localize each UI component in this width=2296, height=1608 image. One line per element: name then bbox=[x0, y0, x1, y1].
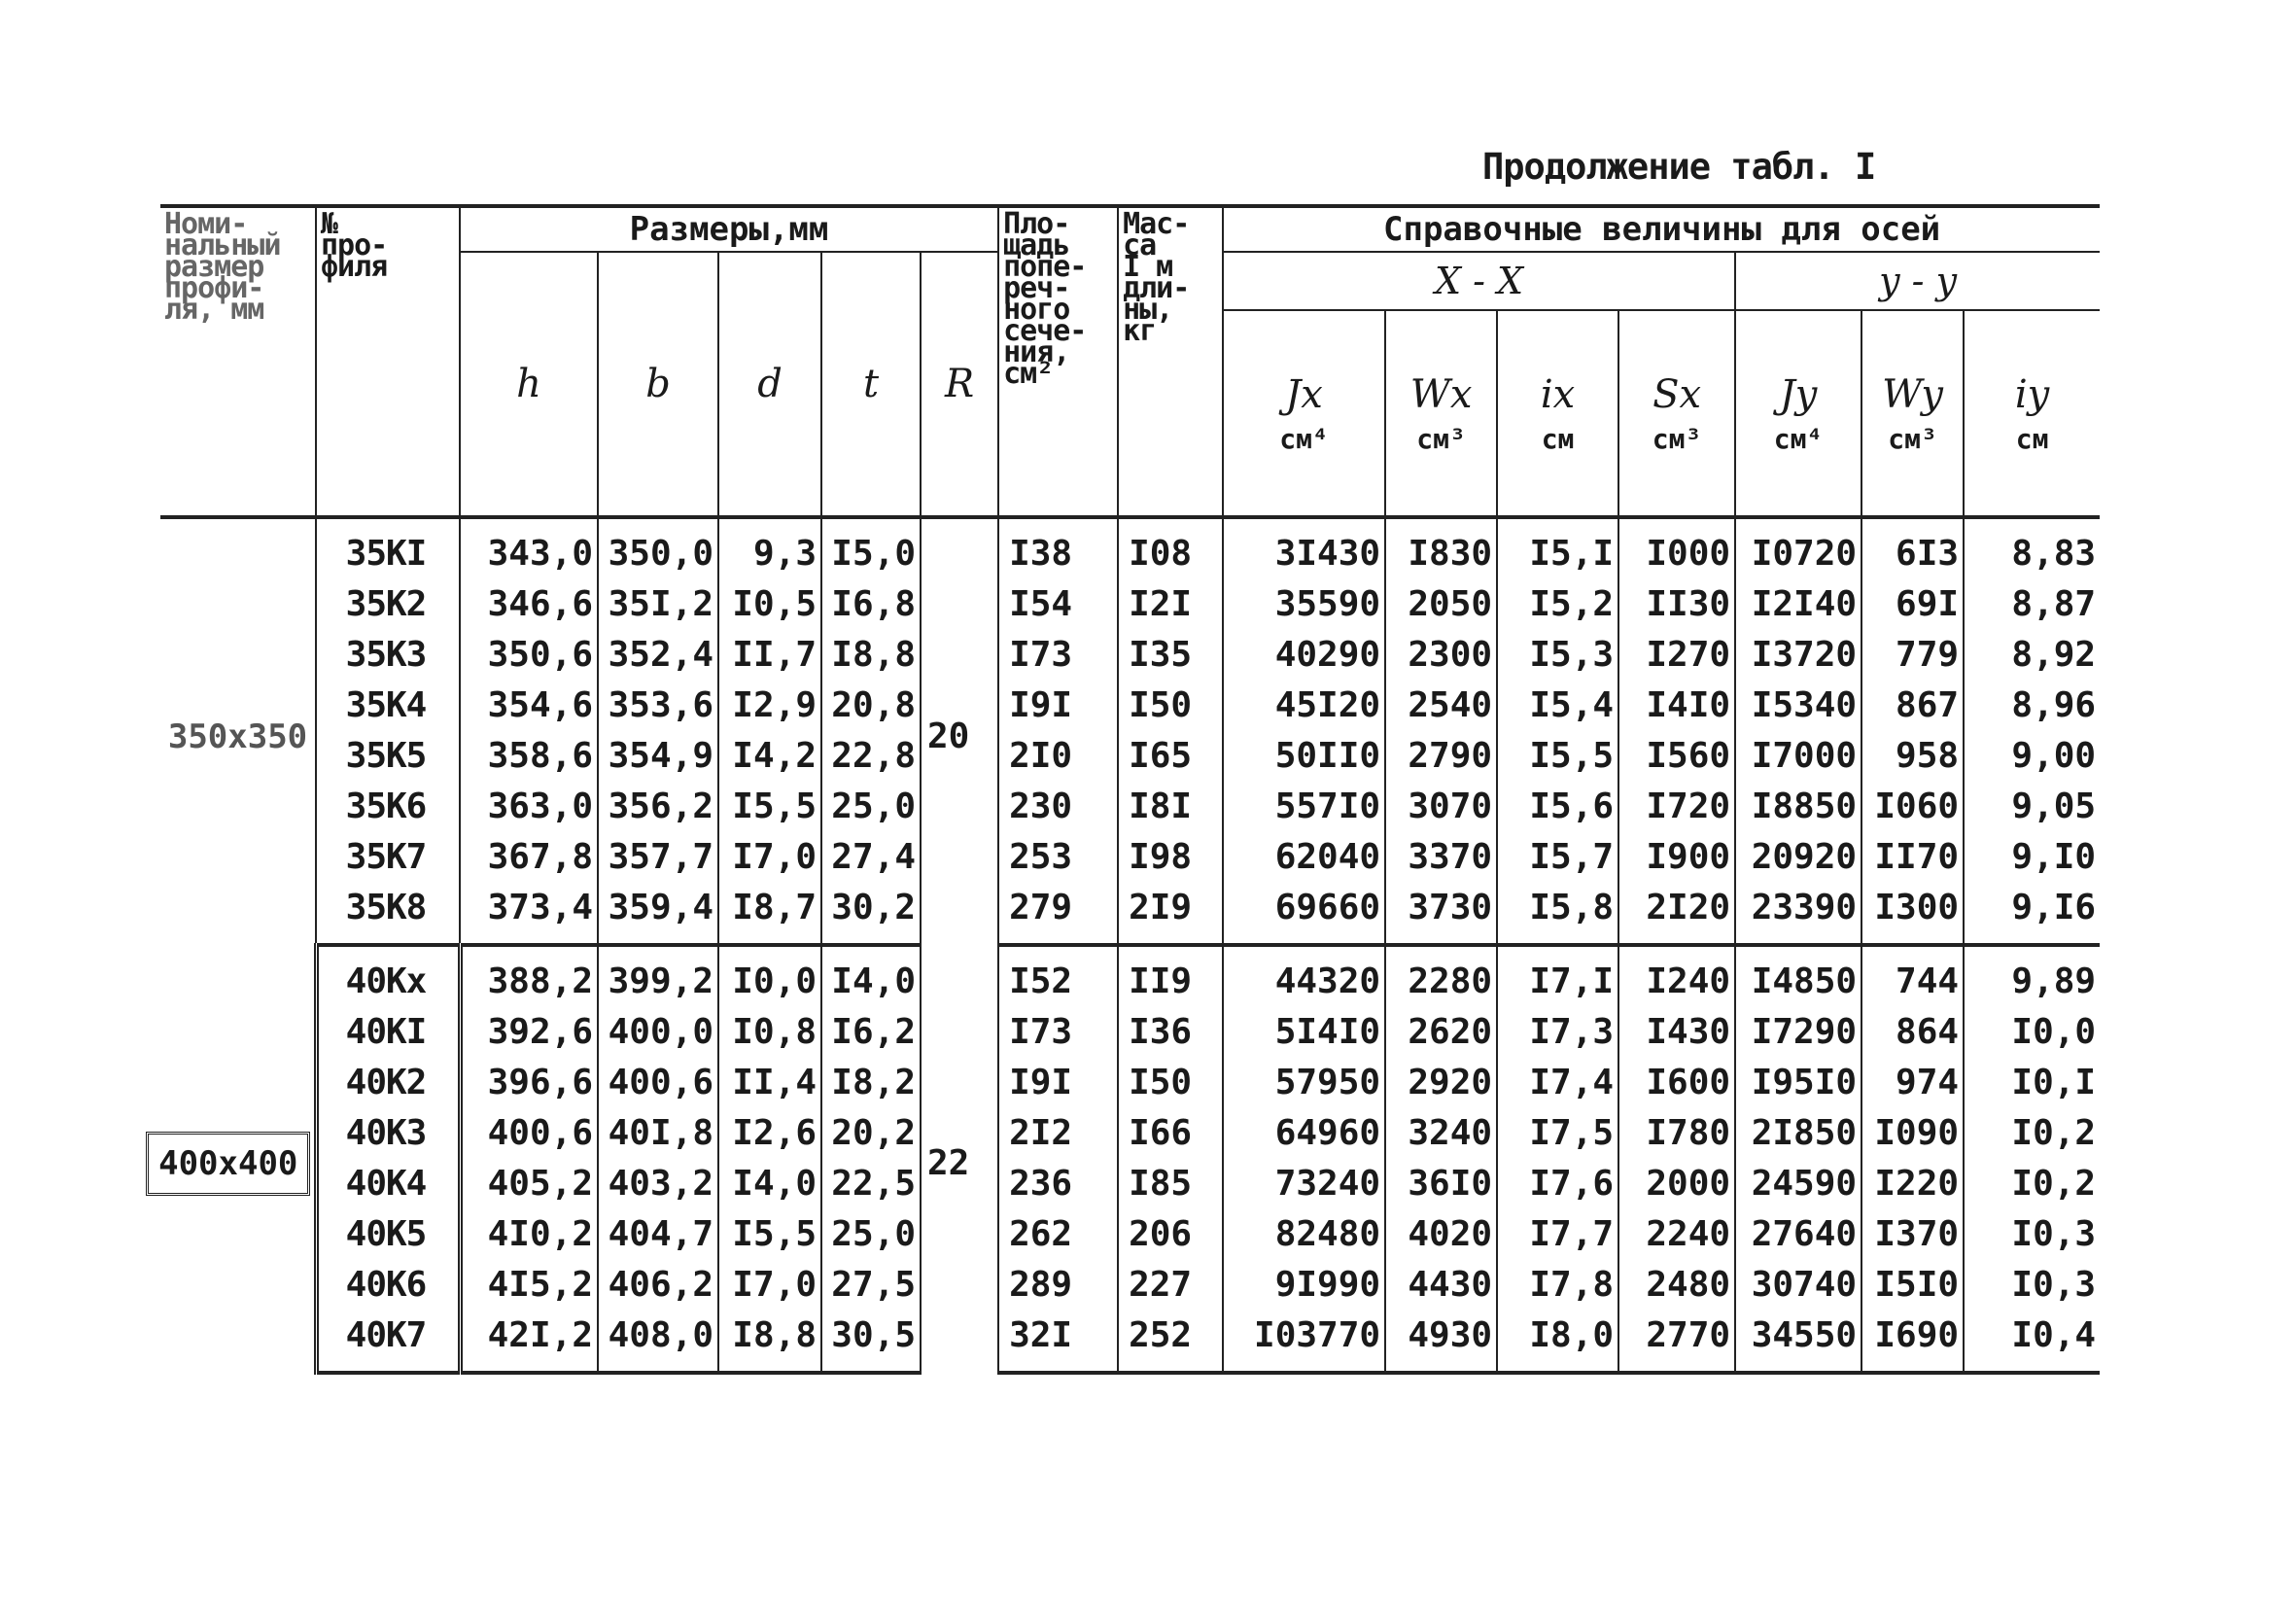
area-cell: 2I2 bbox=[998, 1108, 1118, 1159]
table-row bbox=[160, 782, 2100, 832]
jx-cell: 69660 bbox=[1223, 883, 1385, 945]
dim-b-cell: 400,6 bbox=[598, 1058, 718, 1108]
jy-cell: I7000 bbox=[1735, 731, 1861, 782]
iy-cell: 9,05 bbox=[1964, 782, 2100, 832]
jx-cell: I03770 bbox=[1223, 1311, 1385, 1373]
dim-r-cell bbox=[921, 517, 998, 945]
header-wx: Wx см³ bbox=[1385, 310, 1497, 517]
header-reference-values: Справочные величины для осей bbox=[1223, 206, 2100, 252]
header-dim-h: h bbox=[460, 252, 598, 517]
profile-number-cell: 35K3 bbox=[316, 630, 460, 681]
sx-cell: I430 bbox=[1618, 1007, 1735, 1058]
wy-cell: 6I3 bbox=[1861, 517, 1964, 579]
jx-cell: 57950 bbox=[1223, 1058, 1385, 1108]
dim-t-cell: 22,5 bbox=[821, 1159, 921, 1209]
jx-cell: 62040 bbox=[1223, 832, 1385, 883]
dim-d-cell: I8,8 bbox=[718, 1311, 821, 1373]
dim-b-cell: 399,2 bbox=[598, 945, 718, 1007]
dim-d-cell: I4,0 bbox=[718, 1159, 821, 1209]
wx-cell: 2620 bbox=[1385, 1007, 1497, 1058]
ix-cell: I5,I bbox=[1497, 517, 1618, 579]
dim-t-cell: I4,0 bbox=[821, 945, 921, 1007]
wy-cell: 779 bbox=[1861, 630, 1964, 681]
dim-d-cell: I2,9 bbox=[718, 681, 821, 731]
dim-t-cell: I8,8 bbox=[821, 630, 921, 681]
iy-cell: 8,92 bbox=[1964, 630, 2100, 681]
table-row bbox=[160, 1260, 2100, 1311]
wy-cell: I220 bbox=[1861, 1159, 1964, 1209]
profile-number-cell: 40K6 bbox=[316, 1260, 460, 1311]
dim-h-cell: 396,6 bbox=[460, 1058, 598, 1108]
dim-d-cell: I2,6 bbox=[718, 1108, 821, 1159]
header-dim-b: b bbox=[598, 252, 718, 517]
profile-number-cell: 40K2 bbox=[316, 1058, 460, 1108]
dim-t-cell: 30,2 bbox=[821, 883, 921, 945]
mass-cell: I85 bbox=[1118, 1159, 1223, 1209]
area-cell: 253 bbox=[998, 832, 1118, 883]
area-cell: I73 bbox=[998, 630, 1118, 681]
dim-d-cell: I7,0 bbox=[718, 832, 821, 883]
wx-cell: 3370 bbox=[1385, 832, 1497, 883]
profile-number-cell: 35K7 bbox=[316, 832, 460, 883]
header-nominal-size: Номи- нальный размер профи- ля, мм bbox=[160, 206, 316, 517]
area-cell: 279 bbox=[998, 883, 1118, 945]
mass-cell: 227 bbox=[1118, 1260, 1223, 1311]
dim-d-cell: II,4 bbox=[718, 1058, 821, 1108]
jx-cell: 557I0 bbox=[1223, 782, 1385, 832]
dim-d-cell: I0,0 bbox=[718, 945, 821, 1007]
jy-cell: I5340 bbox=[1735, 681, 1861, 731]
header-area: Пло- щадь попе- реч- ного сече- ния, см² bbox=[998, 206, 1118, 517]
wy-cell: 958 bbox=[1861, 731, 1964, 782]
header-dim-d: d bbox=[718, 252, 821, 517]
table-row bbox=[160, 731, 2100, 782]
nominal-size-cell bbox=[160, 517, 316, 945]
wx-cell: 4930 bbox=[1385, 1311, 1497, 1373]
dim-h-cell: 343,0 bbox=[460, 517, 598, 579]
header-profile-number: № про- филя bbox=[316, 206, 460, 517]
dim-d-cell: II,7 bbox=[718, 630, 821, 681]
jy-cell: 24590 bbox=[1735, 1159, 1861, 1209]
iy-cell: 9,89 bbox=[1964, 945, 2100, 1007]
ix-cell: I8,0 bbox=[1497, 1311, 1618, 1373]
wy-cell: I690 bbox=[1861, 1311, 1964, 1373]
ix-cell: I7,7 bbox=[1497, 1209, 1618, 1260]
mass-cell: 2I9 bbox=[1118, 883, 1223, 945]
mass-cell: I36 bbox=[1118, 1007, 1223, 1058]
wx-cell: 4430 bbox=[1385, 1260, 1497, 1311]
dim-d-cell: I8,7 bbox=[718, 883, 821, 945]
dim-t-cell: 30,5 bbox=[821, 1311, 921, 1373]
wx-cell: 3240 bbox=[1385, 1108, 1497, 1159]
header-wy: Wy см³ bbox=[1861, 310, 1964, 517]
area-cell: 2I0 bbox=[998, 731, 1118, 782]
dim-d-cell: I5,5 bbox=[718, 1209, 821, 1260]
dim-b-cell: 357,7 bbox=[598, 832, 718, 883]
mass-cell: 252 bbox=[1118, 1311, 1223, 1373]
dim-d-cell: I7,0 bbox=[718, 1260, 821, 1311]
table-row bbox=[160, 1108, 2100, 1159]
jx-cell: 5I4I0 bbox=[1223, 1007, 1385, 1058]
jx-cell: 64960 bbox=[1223, 1108, 1385, 1159]
dim-t-cell: 22,8 bbox=[821, 731, 921, 782]
jy-cell: I4850 bbox=[1735, 945, 1861, 1007]
row-group-400 bbox=[160, 945, 2100, 1373]
jy-cell: 20920 bbox=[1735, 832, 1861, 883]
dim-t-cell: 20,2 bbox=[821, 1108, 921, 1159]
iy-cell: 9,I6 bbox=[1964, 883, 2100, 945]
table-row bbox=[160, 1311, 2100, 1373]
jy-cell: 30740 bbox=[1735, 1260, 1861, 1311]
table-caption: Продолжение табл. I bbox=[1482, 146, 1876, 188]
dim-t-cell: I8,2 bbox=[821, 1058, 921, 1108]
header-axis-x: X - X bbox=[1223, 252, 1735, 310]
jx-cell: 3I430 bbox=[1223, 517, 1385, 579]
jy-cell: I95I0 bbox=[1735, 1058, 1861, 1108]
wx-cell: 2790 bbox=[1385, 731, 1497, 782]
table-row bbox=[160, 579, 2100, 630]
area-cell: 289 bbox=[998, 1260, 1118, 1311]
header-sizes: Размеры,мм bbox=[460, 206, 998, 252]
jx-cell: 45I20 bbox=[1223, 681, 1385, 731]
wx-cell: 2050 bbox=[1385, 579, 1497, 630]
iy-cell: 8,96 bbox=[1964, 681, 2100, 731]
header-sx: Sx см³ bbox=[1618, 310, 1735, 517]
mass-cell: I50 bbox=[1118, 1058, 1223, 1108]
dim-b-cell: 352,4 bbox=[598, 630, 718, 681]
area-cell: 236 bbox=[998, 1159, 1118, 1209]
dim-b-cell: 353,6 bbox=[598, 681, 718, 731]
sx-cell: I600 bbox=[1618, 1058, 1735, 1108]
dim-b-cell: 404,7 bbox=[598, 1209, 718, 1260]
wy-cell: II70 bbox=[1861, 832, 1964, 883]
nominal-size-label: 400x400 bbox=[146, 1132, 310, 1196]
iy-cell: 8,87 bbox=[1964, 579, 2100, 630]
dim-t-cell: 27,5 bbox=[821, 1260, 921, 1311]
mass-cell: I8I bbox=[1118, 782, 1223, 832]
dim-b-cell: 354,9 bbox=[598, 731, 718, 782]
dim-h-cell: 373,4 bbox=[460, 883, 598, 945]
mass-cell: II9 bbox=[1118, 945, 1223, 1007]
profile-number-cell: 35KI bbox=[316, 517, 460, 579]
sx-cell: I240 bbox=[1618, 945, 1735, 1007]
iy-cell: I0,I bbox=[1964, 1058, 2100, 1108]
wx-cell: 2280 bbox=[1385, 945, 1497, 1007]
dim-t-cell: 25,0 bbox=[821, 782, 921, 832]
iy-cell: I0,2 bbox=[1964, 1108, 2100, 1159]
iy-cell: I0,0 bbox=[1964, 1007, 2100, 1058]
profile-table-container bbox=[160, 204, 2100, 1375]
sx-cell: I900 bbox=[1618, 832, 1735, 883]
dim-d-cell: I0,5 bbox=[718, 579, 821, 630]
dim-h-cell: 405,2 bbox=[460, 1159, 598, 1209]
table-row bbox=[160, 945, 2100, 1007]
table-row bbox=[160, 1007, 2100, 1058]
wy-cell: I300 bbox=[1861, 883, 1964, 945]
dim-h-cell: 350,6 bbox=[460, 630, 598, 681]
profile-number-cell: 40K5 bbox=[316, 1209, 460, 1260]
wx-cell: 2920 bbox=[1385, 1058, 1497, 1108]
jx-cell: 82480 bbox=[1223, 1209, 1385, 1260]
dim-h-cell: 354,6 bbox=[460, 681, 598, 731]
mass-cell: I50 bbox=[1118, 681, 1223, 731]
ix-cell: I5,4 bbox=[1497, 681, 1618, 731]
wy-cell: I060 bbox=[1861, 782, 1964, 832]
jy-cell: I3720 bbox=[1735, 630, 1861, 681]
dim-t-cell: 25,0 bbox=[821, 1209, 921, 1260]
row-group-350 bbox=[160, 517, 2100, 945]
table-row bbox=[160, 1058, 2100, 1108]
jy-cell: I7290 bbox=[1735, 1007, 1861, 1058]
sx-cell: I000 bbox=[1618, 517, 1735, 579]
dim-h-cell: 388,2 bbox=[460, 945, 598, 1007]
dim-h-cell: 400,6 bbox=[460, 1108, 598, 1159]
ix-cell: I7,I bbox=[1497, 945, 1618, 1007]
dim-b-cell: 406,2 bbox=[598, 1260, 718, 1311]
header-mass: Мас- са I м дли- ны, кг bbox=[1118, 206, 1223, 517]
sx-cell: I560 bbox=[1618, 731, 1735, 782]
mass-cell: I2I bbox=[1118, 579, 1223, 630]
area-cell: 262 bbox=[998, 1209, 1118, 1260]
wx-cell: I830 bbox=[1385, 517, 1497, 579]
ix-cell: I7,6 bbox=[1497, 1159, 1618, 1209]
header-dim-r: R bbox=[921, 252, 998, 517]
ix-cell: I5,7 bbox=[1497, 832, 1618, 883]
mass-cell: I66 bbox=[1118, 1108, 1223, 1159]
dim-b-cell: 403,2 bbox=[598, 1159, 718, 1209]
wx-cell: 3730 bbox=[1385, 883, 1497, 945]
wy-cell: 867 bbox=[1861, 681, 1964, 731]
dim-h-cell: 4I0,2 bbox=[460, 1209, 598, 1260]
header-jx: Jx см⁴ bbox=[1223, 310, 1385, 517]
jy-cell: I0720 bbox=[1735, 517, 1861, 579]
dim-h-cell: 392,6 bbox=[460, 1007, 598, 1058]
table-row bbox=[160, 1209, 2100, 1260]
header-jy: Jy см⁴ bbox=[1735, 310, 1861, 517]
sx-cell: 2I20 bbox=[1618, 883, 1735, 945]
dim-h-cell: 363,0 bbox=[460, 782, 598, 832]
jy-cell: I8850 bbox=[1735, 782, 1861, 832]
sx-cell: I780 bbox=[1618, 1108, 1735, 1159]
wy-cell: 744 bbox=[1861, 945, 1964, 1007]
profile-number-cell: 40KI bbox=[316, 1007, 460, 1058]
area-cell: I38 bbox=[998, 517, 1118, 579]
wy-cell: 864 bbox=[1861, 1007, 1964, 1058]
table-row bbox=[160, 883, 2100, 945]
dim-h-cell: 42I,2 bbox=[460, 1311, 598, 1373]
dim-b-cell: 40I,8 bbox=[598, 1108, 718, 1159]
iy-cell: 8,83 bbox=[1964, 517, 2100, 579]
jy-cell: 2I850 bbox=[1735, 1108, 1861, 1159]
header-dim-t: t bbox=[821, 252, 921, 517]
ix-cell: I5,2 bbox=[1497, 579, 1618, 630]
profile-number-cell: 40Kx bbox=[316, 945, 460, 1007]
dim-d-cell: I0,8 bbox=[718, 1007, 821, 1058]
dim-h-cell: 346,6 bbox=[460, 579, 598, 630]
table-row bbox=[160, 630, 2100, 681]
sx-cell: 2770 bbox=[1618, 1311, 1735, 1373]
wx-cell: 2540 bbox=[1385, 681, 1497, 731]
dim-h-cell: 367,8 bbox=[460, 832, 598, 883]
ix-cell: I7,4 bbox=[1497, 1058, 1618, 1108]
header-iy: iy см bbox=[1964, 310, 2100, 517]
wx-cell: 36I0 bbox=[1385, 1159, 1497, 1209]
dim-h-cell: 358,6 bbox=[460, 731, 598, 782]
mass-cell: I65 bbox=[1118, 731, 1223, 782]
table-row bbox=[160, 681, 2100, 731]
dim-b-cell: 350,0 bbox=[598, 517, 718, 579]
profile-number-cell: 40K4 bbox=[316, 1159, 460, 1209]
wx-cell: 4020 bbox=[1385, 1209, 1497, 1260]
profile-table bbox=[160, 204, 2100, 1375]
profile-number-cell: 35K6 bbox=[316, 782, 460, 832]
iy-cell: I0,3 bbox=[1964, 1209, 2100, 1260]
dim-t-cell: I5,0 bbox=[821, 517, 921, 579]
sx-cell: 2240 bbox=[1618, 1209, 1735, 1260]
sx-cell: 2480 bbox=[1618, 1260, 1735, 1311]
dim-d-cell: 9,3 bbox=[718, 517, 821, 579]
mass-cell: I98 bbox=[1118, 832, 1223, 883]
dim-b-cell: 35I,2 bbox=[598, 579, 718, 630]
ix-cell: I5,5 bbox=[1497, 731, 1618, 782]
area-cell: 32I bbox=[998, 1311, 1118, 1373]
jy-cell: 23390 bbox=[1735, 883, 1861, 945]
wy-cell: 974 bbox=[1861, 1058, 1964, 1108]
header-ix: ix см bbox=[1497, 310, 1618, 517]
wy-cell: I5I0 bbox=[1861, 1260, 1964, 1311]
wx-cell: 3070 bbox=[1385, 782, 1497, 832]
jx-cell: 9I990 bbox=[1223, 1260, 1385, 1311]
dim-b-cell: 359,4 bbox=[598, 883, 718, 945]
area-cell: I73 bbox=[998, 1007, 1118, 1058]
ix-cell: I7,8 bbox=[1497, 1260, 1618, 1311]
area-cell: I9I bbox=[998, 1058, 1118, 1108]
jx-cell: 40290 bbox=[1223, 630, 1385, 681]
profile-number-cell: 35K5 bbox=[316, 731, 460, 782]
ix-cell: I5,6 bbox=[1497, 782, 1618, 832]
wx-cell: 2300 bbox=[1385, 630, 1497, 681]
dim-b-cell: 408,0 bbox=[598, 1311, 718, 1373]
area-cell: 230 bbox=[998, 782, 1118, 832]
mass-cell: 206 bbox=[1118, 1209, 1223, 1260]
dim-d-cell: I5,5 bbox=[718, 782, 821, 832]
profile-number-cell: 35K4 bbox=[316, 681, 460, 731]
dim-t-cell: 27,4 bbox=[821, 832, 921, 883]
sx-cell: I720 bbox=[1618, 782, 1735, 832]
dim-b-cell: 400,0 bbox=[598, 1007, 718, 1058]
mass-cell: I35 bbox=[1118, 630, 1223, 681]
wy-cell: I370 bbox=[1861, 1209, 1964, 1260]
profile-number-cell: 35K8 bbox=[316, 883, 460, 945]
iy-cell: 9,00 bbox=[1964, 731, 2100, 782]
table-row bbox=[160, 1159, 2100, 1209]
jy-cell: I2I40 bbox=[1735, 579, 1861, 630]
area-cell: I52 bbox=[998, 945, 1118, 1007]
profile-number-cell: 35K2 bbox=[316, 579, 460, 630]
area-cell: I9I bbox=[998, 681, 1118, 731]
ix-cell: I7,5 bbox=[1497, 1108, 1618, 1159]
dim-t-cell: I6,2 bbox=[821, 1007, 921, 1058]
jy-cell: 27640 bbox=[1735, 1209, 1861, 1260]
dim-b-cell: 356,2 bbox=[598, 782, 718, 832]
wy-cell: 69I bbox=[1861, 579, 1964, 630]
dim-h-cell: 4I5,2 bbox=[460, 1260, 598, 1311]
area-cell: I54 bbox=[998, 579, 1118, 630]
ix-cell: I5,3 bbox=[1497, 630, 1618, 681]
wy-cell: I090 bbox=[1861, 1108, 1964, 1159]
profile-number-cell: 40K3 bbox=[316, 1108, 460, 1159]
iy-cell: I0,4 bbox=[1964, 1311, 2100, 1373]
header-axis-y: y - y bbox=[1735, 252, 2100, 310]
jx-cell: 73240 bbox=[1223, 1159, 1385, 1209]
jy-cell: 34550 bbox=[1735, 1311, 1861, 1373]
sx-cell: 2000 bbox=[1618, 1159, 1735, 1209]
profile-number-cell: 40K7 bbox=[316, 1311, 460, 1373]
nominal-size-label: 350x350 bbox=[167, 717, 308, 756]
sx-cell: II30 bbox=[1618, 579, 1735, 630]
mass-cell: I08 bbox=[1118, 517, 1223, 579]
sx-cell: I270 bbox=[1618, 630, 1735, 681]
ix-cell: I5,8 bbox=[1497, 883, 1618, 945]
table-row bbox=[160, 832, 2100, 883]
radius-value: 22 bbox=[927, 1143, 970, 1183]
iy-cell: I0,2 bbox=[1964, 1159, 2100, 1209]
sx-cell: I4I0 bbox=[1618, 681, 1735, 731]
nominal-size-cell bbox=[160, 945, 316, 1373]
jx-cell: 50II0 bbox=[1223, 731, 1385, 782]
dim-t-cell: I6,8 bbox=[821, 579, 921, 630]
dim-t-cell: 20,8 bbox=[821, 681, 921, 731]
jx-cell: 35590 bbox=[1223, 579, 1385, 630]
iy-cell: 9,I0 bbox=[1964, 832, 2100, 883]
dim-r-cell bbox=[921, 945, 998, 1373]
jx-cell: 44320 bbox=[1223, 945, 1385, 1007]
radius-value: 20 bbox=[927, 717, 970, 756]
ix-cell: I7,3 bbox=[1497, 1007, 1618, 1058]
iy-cell: I0,3 bbox=[1964, 1260, 2100, 1311]
dim-d-cell: I4,2 bbox=[718, 731, 821, 782]
table-row bbox=[160, 517, 2100, 579]
